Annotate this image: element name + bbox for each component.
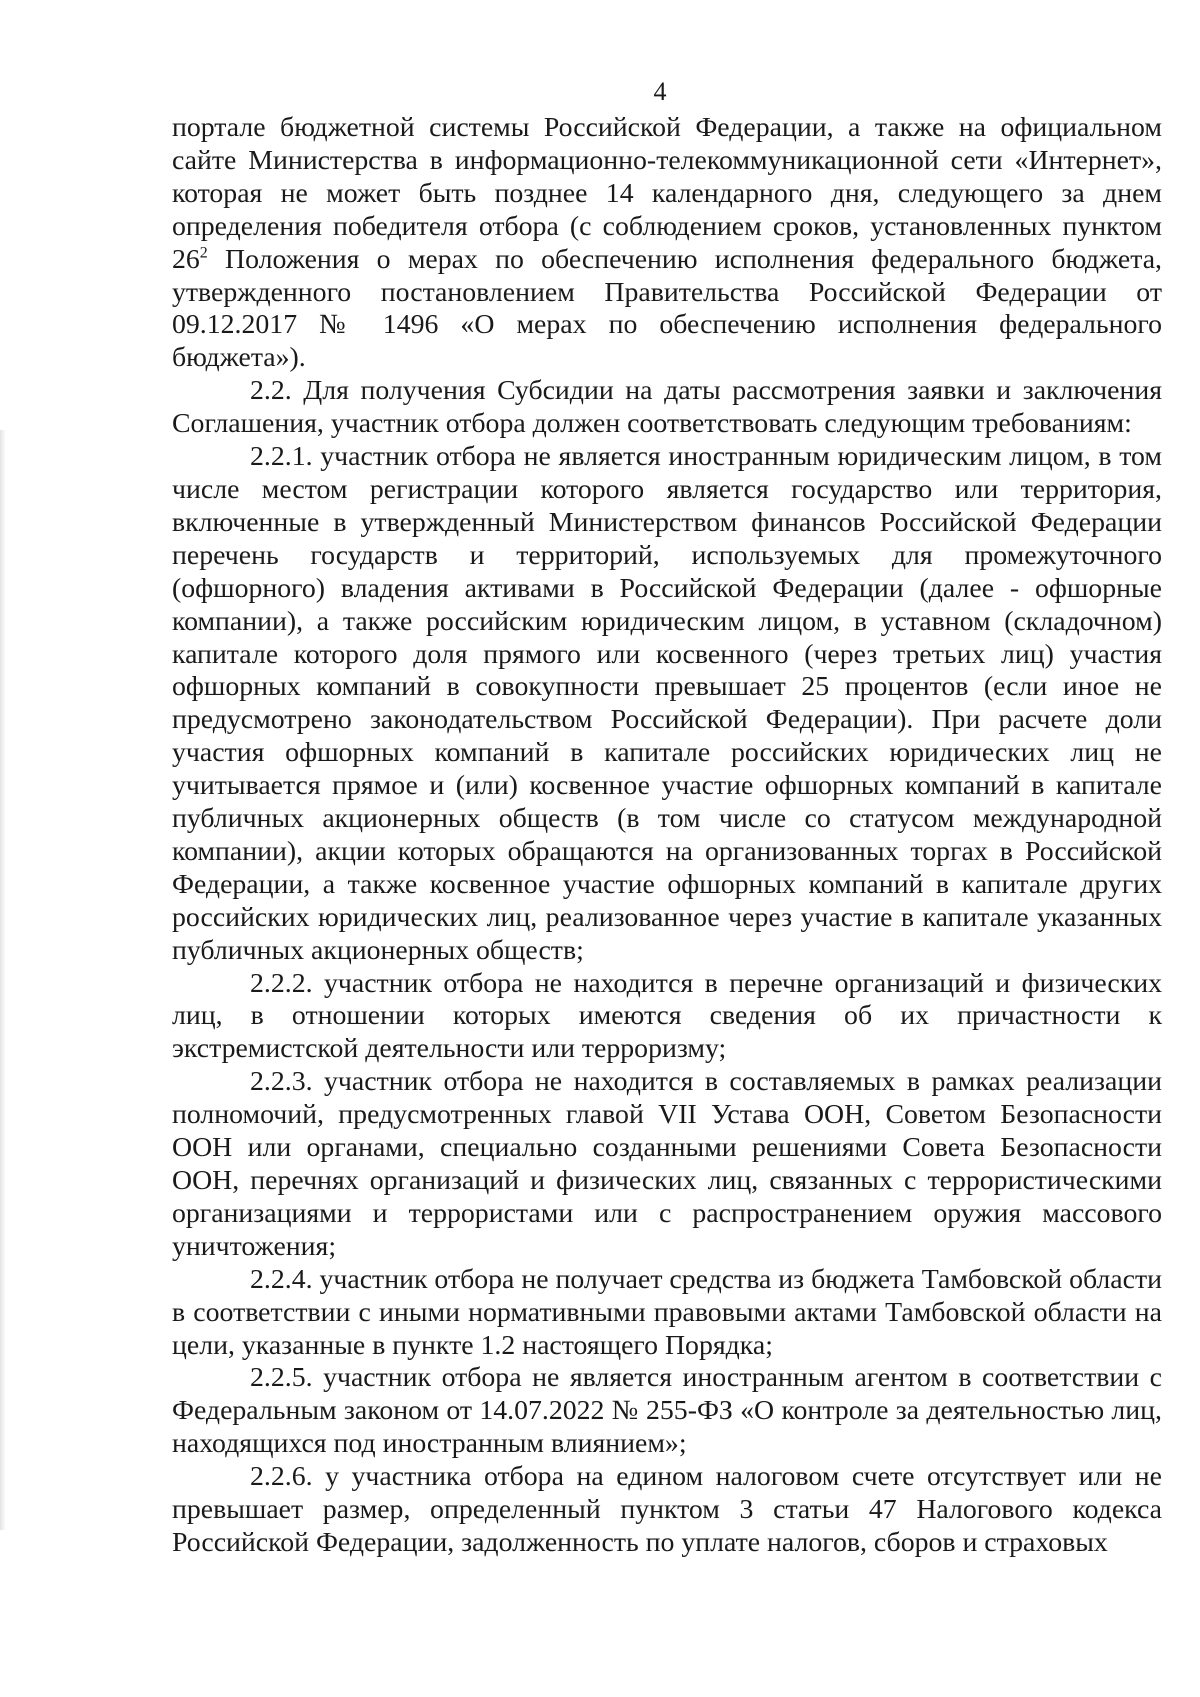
paragraph-2-2: 2.2. Для получения Субсидии на даты рассмотрения заявки и заключения Соглашения, участник отбора должен соответствовать следующим требованиям: [172, 375, 1162, 440]
scan-edge-artifact [0, 430, 6, 1530]
paragraph-text: Положения о мерах по обеспечению исполнения федерального бюджета, утвержденного постановлением Правительства Российской Федерации от 09.12.2017 № 1496 «О мерах по обеспечению исполнения федерального бюджета»). [172, 243, 1162, 374]
paragraph-continuation [172, 112, 1162, 375]
superscript: 2 [199, 244, 208, 262]
document-body [172, 112, 1162, 1560]
paragraph-2-2-6: 2.2.6. у участника отбора на едином налоговом счете отсутствует или не превышает размер, определенный пунктом 3 статьи 47 Налогового кодекса Российской Федерации, задолженность по уплате налогов, сборов и страховых [172, 1461, 1162, 1558]
paragraph-2-2-3: 2.2.3. участник отбора не находится в составляемых в рамках реализации полномочий, предусмотренных главой VII Устава ООН, Советом Безопасности ООН или органами, специально созданными решениями Совета Безопасности ООН, перечнях организаций и физических лиц, связанных с террористическими организациями и террористами или с распространением оружия массового уничтожения; [172, 1066, 1162, 1262]
paragraph-text: портале бюджетной системы Российской Федерации, а также на официальном сайте Министерства в информационно-телекоммуникационной сети «Интернет», которая не может быть позднее 14 календарного дня, следующего за днем определения победителя отбора (с соблюдением сроков, установленных пунктом 26 [172, 112, 1162, 275]
paragraph-2-2-4: 2.2.4. участник отбора не получает средства из бюджета Тамбовской области в соответствии с иными нормативными правовыми актами Тамбовской области на цели, указанные в пункте 1.2 настоящего Порядка; [172, 1263, 1162, 1361]
paragraph-2-2-2: 2.2.2. участник отбора не находится в перечне организаций и физических лиц, в отношении которых имеются сведения об их причастности к экстремистской деятельности или терроризму; [172, 967, 1162, 1065]
paragraph-2-2-1: 2.2.1. участник отбора не является иностранным юридическим лицом, в том числе местом регистрации которого является государство или территория, включенные в утвержденный Министерством финансов Российской Федерации перечень государств и территорий, используемых для промежуточного (офшорного) владения активами в Российской Федерации (далее - офшорные компании), а также российским юридическим лицом, в уставном (складочном) капитале которого доля прямого или косвенного (через третьих лиц) участия офшорных компаний в совокупности превышает 25 процентов (если иное не предусмотрено законодательством Российской Федерации). При расчете доли участия офшорных компаний в капитале российских юридических лиц не учитывается прямое и (или) косвенное участие офшорных компаний в капитале публичных акционерных обществ (в том числе со статусом международной компании), акции которых обращаются на организованных торгах в Российской Федерации, а также косвенное участие офшорных компаний в капитале других российских юридических лиц, реализованное через участие в капитале указанных публичных акционерных обществ; [172, 441, 1162, 966]
paragraph-2-2-5: 2.2.5. участник отбора не является иностранным агентом в соответствии с Федеральным законом от 14.07.2022 № 255-ФЗ «О контроле за деятельностью лиц, находящихся под иностранным влиянием»; [172, 1362, 1162, 1460]
page-number: 4 [653, 77, 667, 106]
